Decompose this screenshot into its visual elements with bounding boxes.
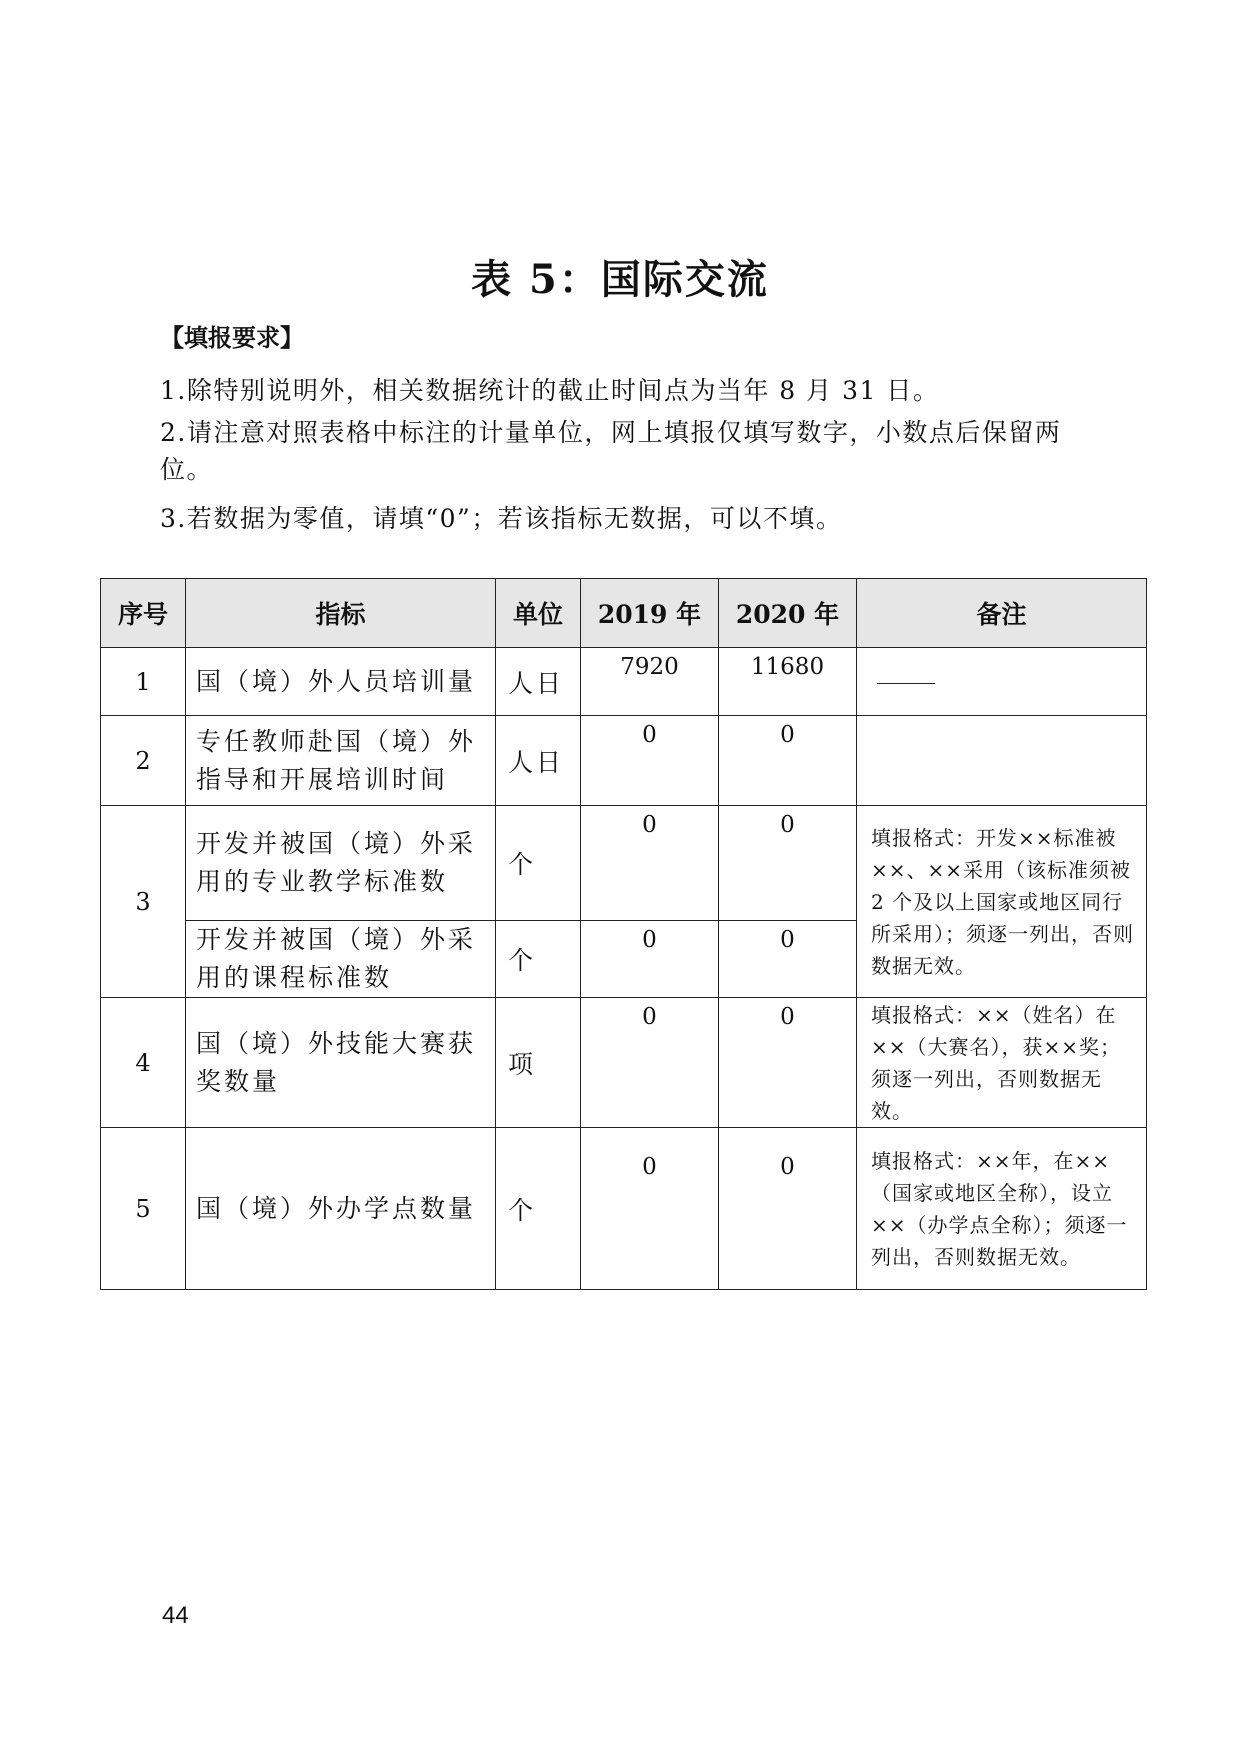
page-title: 表 5：国际交流 bbox=[471, 256, 769, 303]
row-value-2019: 0 bbox=[581, 716, 719, 806]
row-seq: 4 bbox=[101, 998, 186, 1128]
row-indicator: 专任教师赴国（境）外指导和开展培训时间 bbox=[186, 716, 496, 806]
table-row bbox=[101, 716, 1147, 806]
header-2020: 2020 年 bbox=[719, 579, 857, 648]
row-unit: 个 bbox=[496, 921, 581, 998]
row-unit: 人日 bbox=[496, 648, 581, 716]
requirement-item-3: 3.若数据为零值，请填“0”；若该指标无数据，可以不填。 bbox=[160, 504, 843, 533]
row-indicator: 开发并被国（境）外采用的专业教学标准数 bbox=[186, 806, 496, 921]
requirements-heading: 【填报要求】 bbox=[160, 323, 304, 352]
table-row bbox=[101, 1128, 1147, 1290]
row-note: 填报格式：××年，在××（国家或地区全称），设立××（办学点全称）；须逐一列出，否则数据无效。 bbox=[857, 1128, 1147, 1290]
row-note: 填报格式：开发××标准被××、××采用（该标准须被 2 个及以上国家或地区同行所采用）；须逐一列出，否则数据无效。 bbox=[857, 806, 1147, 998]
row-unit: 项 bbox=[496, 998, 581, 1128]
row-seq: 3 bbox=[101, 806, 186, 998]
international-exchange-table bbox=[100, 578, 1147, 1290]
row-value-2020: 0 bbox=[719, 806, 857, 921]
row-unit: 人日 bbox=[496, 716, 581, 806]
dash-line bbox=[877, 683, 935, 684]
row-unit: 个 bbox=[496, 806, 581, 921]
row-value-2020: 0 bbox=[719, 716, 857, 806]
row-value-2019: 0 bbox=[581, 998, 719, 1128]
requirement-item-1: 1.除特别说明外，相关数据统计的截止时间点为当年 8 月 31 日。 bbox=[160, 376, 940, 405]
table-row bbox=[101, 998, 1147, 1128]
row-seq: 1 bbox=[101, 648, 186, 716]
row-value-2020: 11680 bbox=[719, 648, 857, 716]
header-note: 备注 bbox=[857, 579, 1147, 648]
table-row bbox=[101, 806, 1147, 921]
row-unit: 个 bbox=[496, 1128, 581, 1290]
row-note bbox=[857, 648, 1147, 716]
row-value-2019: 0 bbox=[581, 806, 719, 921]
row-note: 填报格式：××（姓名）在××（大赛名），获××奖；须逐一列出，否则数据无效。 bbox=[857, 998, 1147, 1128]
row-seq: 5 bbox=[101, 1128, 186, 1290]
row-value-2019: 7920 bbox=[581, 648, 719, 716]
row-value-2019: 0 bbox=[581, 1128, 719, 1290]
row-value-2020: 0 bbox=[719, 1128, 857, 1290]
row-value-2020: 0 bbox=[719, 921, 857, 998]
header-unit: 单位 bbox=[496, 579, 581, 648]
row-indicator: 开发并被国（境）外采用的课程标准数 bbox=[186, 921, 496, 998]
page-number: 44 bbox=[162, 1602, 189, 1629]
row-indicator: 国（境）外人员培训量 bbox=[186, 648, 496, 716]
row-indicator: 国（境）外技能大赛获奖数量 bbox=[186, 998, 496, 1128]
requirement-item-2: 2.请注意对照表格中标注的计量单位，网上填报仅填写数字，小数点后保留两位。 bbox=[160, 418, 1062, 484]
table-row bbox=[101, 648, 1147, 716]
row-note bbox=[857, 716, 1147, 806]
header-indicator: 指标 bbox=[186, 579, 496, 648]
row-seq: 2 bbox=[101, 716, 186, 806]
header-seq: 序号 bbox=[101, 579, 186, 648]
row-value-2020: 0 bbox=[719, 998, 857, 1128]
row-indicator: 国（境）外办学点数量 bbox=[186, 1128, 496, 1290]
row-value-2019: 0 bbox=[581, 921, 719, 998]
header-2019: 2019 年 bbox=[581, 579, 719, 648]
table-header-row bbox=[101, 579, 1147, 648]
